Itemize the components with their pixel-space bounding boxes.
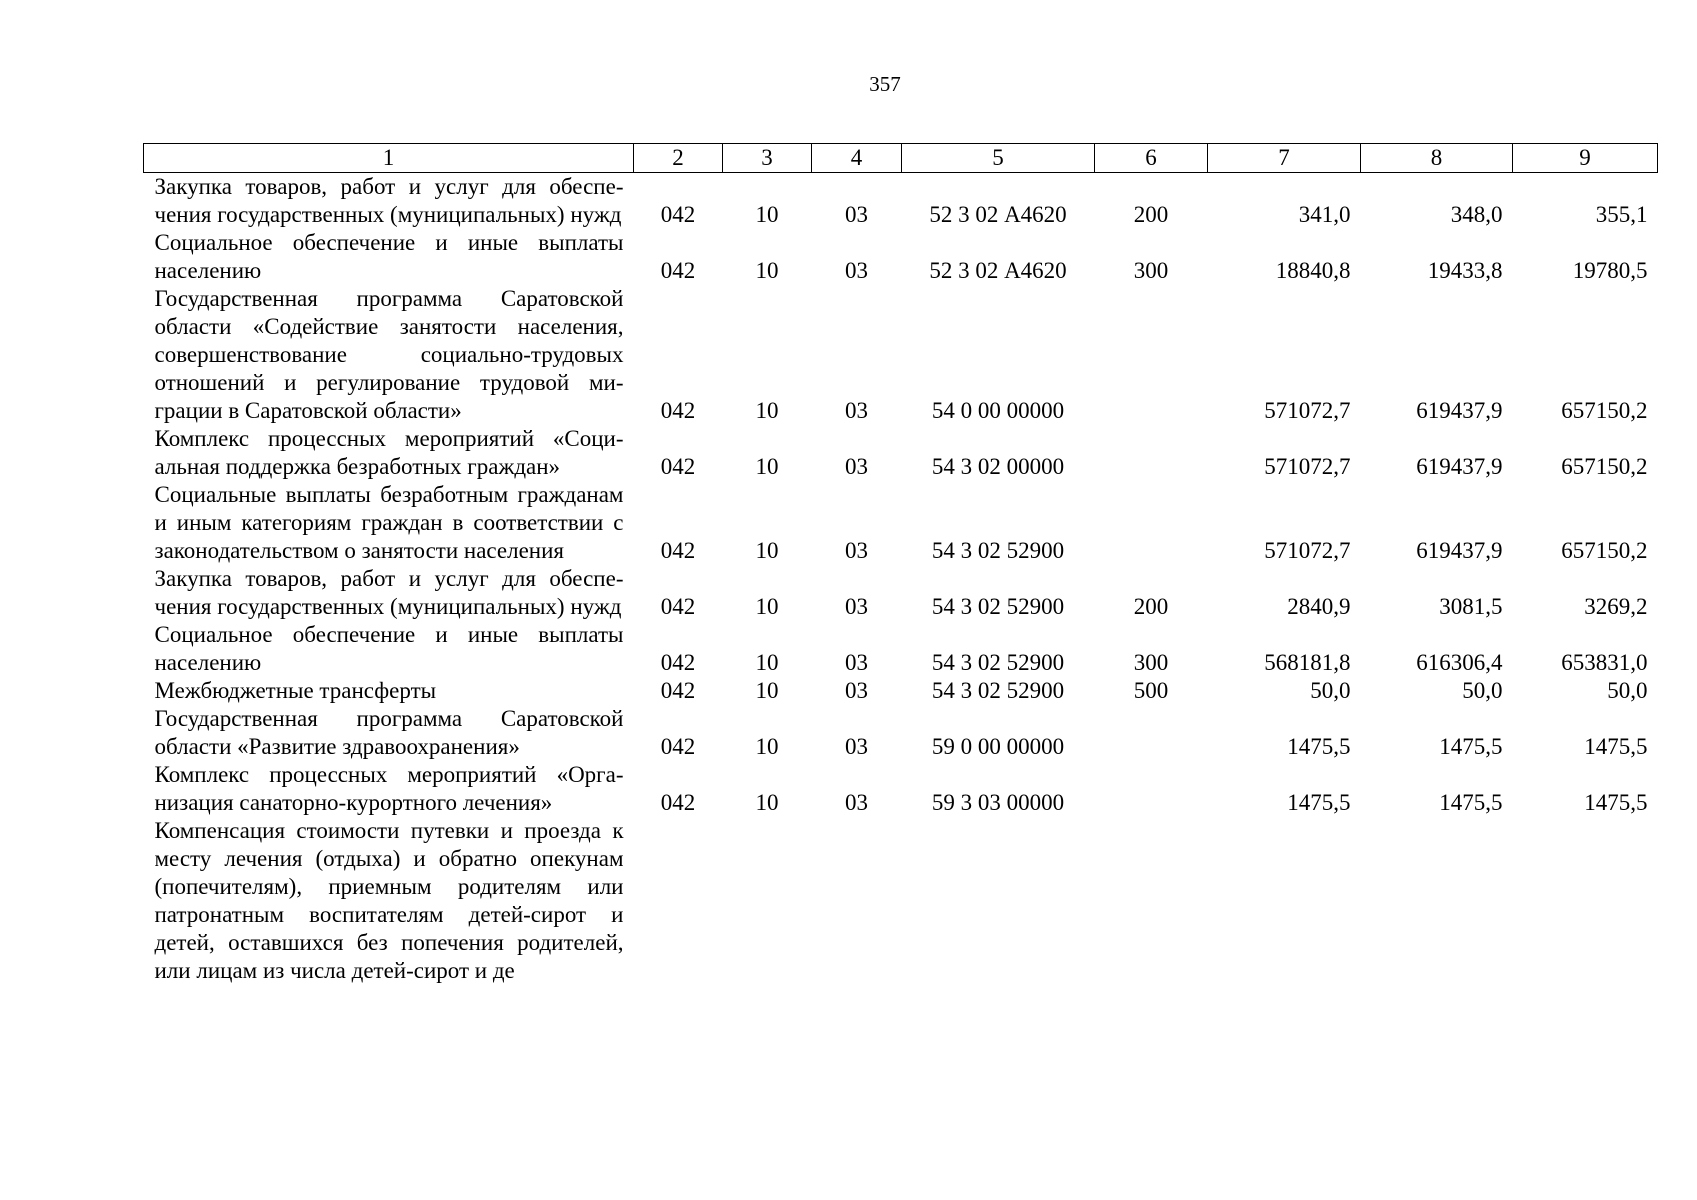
table-row: [144, 481, 1658, 565]
cell-expense-type: [1095, 705, 1208, 761]
cell-amount-year-3: 657150,2: [1561, 398, 1648, 423]
cell-amount-year-3: [1513, 817, 1658, 985]
row-description: Социальное обеспечение и иные выплаты населению: [154, 230, 624, 283]
cell-section-code: 10: [755, 594, 779, 619]
cell-section-code: 10: [755, 258, 779, 283]
cell-amount-year-1: [1208, 817, 1361, 985]
cell-target-article: 52 3 02 А4620: [929, 258, 1067, 283]
row-description: Социальные выплаты безработным гражданам и иным категориям граждан в соответствии с законодательством о занятости населения: [154, 482, 624, 563]
row-description: Государственная программа Саратовской области «Развитие здравоохранения»: [154, 706, 624, 759]
table-row: [144, 817, 1658, 985]
cell-amount-year-1: 341,0: [1298, 202, 1351, 227]
cell-amount-year-2: 619437,9: [1416, 538, 1503, 563]
cell-ministry-code: 042: [660, 454, 696, 479]
cell-expense-type: 500: [1133, 678, 1169, 703]
cell-section-code: 10: [755, 454, 779, 479]
cell-section-code: [723, 817, 812, 985]
row-description: Закупка товаров, работ и услуг для обеспечения государственных (муниципальных) нужд: [154, 174, 624, 227]
page-number: 357: [869, 72, 901, 96]
cell-amount-year-1: 1475,5: [1287, 734, 1351, 759]
cell-amount-year-2: [1361, 817, 1513, 985]
table-body: [144, 173, 1658, 986]
cell-section-code: 10: [755, 734, 779, 759]
cell-amount-year-1: 568181,8: [1264, 650, 1351, 675]
cell-expense-type: [1095, 817, 1208, 985]
row-description: Социальное обеспечение и иные выплаты населению: [154, 622, 624, 675]
table-row: [144, 621, 1658, 677]
cell-amount-year-3: 1475,5: [1584, 790, 1648, 815]
row-description: Государственная программа Саратовской области «Содействие занятости населения, совершенствование социально-трудовых отношений и регулирование трудовой миграции в Саратовской области»: [154, 286, 624, 423]
column-header: 8: [1361, 144, 1513, 173]
cell-amount-year-2: 1475,5: [1439, 790, 1503, 815]
cell-expense-type: 300: [1133, 650, 1169, 675]
cell-amount-year-2: 616306,4: [1416, 650, 1503, 675]
cell-amount-year-3: 1475,5: [1584, 734, 1648, 759]
column-header: 5: [902, 144, 1095, 173]
cell-amount-year-1: 18840,8: [1275, 258, 1351, 283]
cell-expense-type: 200: [1133, 202, 1169, 227]
cell-amount-year-2: 19433,8: [1427, 258, 1503, 283]
cell-amount-year-2: 619437,9: [1416, 398, 1503, 423]
row-description: Межбюджетные трансферты: [154, 678, 437, 703]
table-row: [144, 705, 1658, 761]
cell-expense-type: 200: [1133, 594, 1169, 619]
row-description: Комплекс процессных мероприятий «Социальная поддержка безработных граждан»: [154, 426, 624, 479]
column-header: 2: [634, 144, 723, 173]
cell-target-article: 59 0 00 00000: [931, 734, 1065, 759]
cell-ministry-code: 042: [660, 650, 696, 675]
cell-expense-type: [1095, 285, 1208, 425]
column-header: 3: [723, 144, 812, 173]
cell-ministry-code: 042: [660, 398, 696, 423]
cell-amount-year-1: 571072,7: [1264, 538, 1351, 563]
row-description: Закупка товаров, работ и услуг для обеспечения государственных (муниципальных) нужд: [154, 566, 624, 619]
cell-target-article: 54 3 02 52900: [931, 678, 1065, 703]
cell-amount-year-3: 50,0: [1607, 678, 1648, 703]
cell-section-code: 10: [755, 538, 779, 563]
cell-expense-type: [1095, 425, 1208, 481]
row-description: Комплекс процессных мероприятий «Организация санаторно-курортного лечения»: [154, 762, 624, 815]
cell-subsection-code: 03: [845, 650, 868, 675]
column-header: 7: [1208, 144, 1361, 173]
table-row: [144, 761, 1658, 817]
cell-ministry-code: [634, 817, 723, 985]
cell-target-article: 54 0 00 00000: [931, 398, 1065, 423]
cell-ministry-code: 042: [660, 734, 696, 759]
cell-target-article: 54 3 02 52900: [931, 594, 1065, 619]
cell-amount-year-3: 657150,2: [1561, 538, 1648, 563]
cell-subsection-code: 03: [845, 790, 868, 815]
cell-amount-year-3: 653831,0: [1561, 650, 1648, 675]
cell-section-code: 10: [755, 678, 779, 703]
cell-ministry-code: 042: [660, 594, 696, 619]
table-row: [144, 425, 1658, 481]
cell-target-article: 54 3 02 52900: [931, 538, 1065, 563]
cell-subsection-code: 03: [845, 398, 868, 423]
cell-expense-type: [1095, 761, 1208, 817]
cell-target-article: 59 3 03 00000: [931, 790, 1065, 815]
cell-amount-year-1: 1475,5: [1287, 790, 1351, 815]
table-row: [144, 565, 1658, 621]
cell-amount-year-2: 1475,5: [1439, 734, 1503, 759]
cell-amount-year-2: 619437,9: [1416, 454, 1503, 479]
cell-amount-year-2: 50,0: [1462, 678, 1503, 703]
cell-amount-year-1: 571072,7: [1264, 398, 1351, 423]
cell-amount-year-3: 355,1: [1595, 202, 1648, 227]
cell-ministry-code: 042: [660, 790, 696, 815]
cell-subsection-code: 03: [845, 734, 868, 759]
cell-ministry-code: 042: [660, 538, 696, 563]
cell-section-code: 10: [755, 398, 779, 423]
cell-amount-year-1: 571072,7: [1264, 454, 1351, 479]
table-row: [144, 173, 1658, 230]
table-row: [144, 229, 1658, 285]
column-header: 1: [144, 144, 634, 173]
column-header: 9: [1513, 144, 1658, 173]
cell-subsection-code: 03: [845, 594, 868, 619]
cell-target-article: 54 3 02 52900: [931, 650, 1065, 675]
cell-ministry-code: 042: [660, 678, 696, 703]
cell-section-code: 10: [755, 790, 779, 815]
cell-subsection-code: 03: [845, 538, 868, 563]
cell-subsection-code: 03: [845, 202, 868, 227]
cell-target-article: [902, 817, 1095, 985]
cell-subsection-code: 03: [845, 678, 868, 703]
cell-amount-year-1: 2840,9: [1287, 594, 1351, 619]
cell-amount-year-3: 19780,5: [1572, 258, 1648, 283]
cell-amount-year-3: 657150,2: [1561, 454, 1648, 479]
cell-amount-year-1: 50,0: [1310, 678, 1351, 703]
cell-target-article: 52 3 02 А4620: [929, 202, 1067, 227]
cell-section-code: 10: [755, 650, 779, 675]
column-header: 6: [1095, 144, 1208, 173]
cell-ministry-code: 042: [660, 202, 696, 227]
column-header: 4: [812, 144, 902, 173]
cell-subsection-code: 03: [845, 454, 868, 479]
cell-target-article: 54 3 02 00000: [931, 454, 1065, 479]
table-row: [144, 677, 1658, 705]
cell-amount-year-3: 3269,2: [1584, 594, 1648, 619]
cell-ministry-code: 042: [660, 258, 696, 283]
cell-amount-year-2: 3081,5: [1439, 594, 1503, 619]
cell-expense-type: [1095, 481, 1208, 565]
cell-amount-year-2: 348,0: [1450, 202, 1503, 227]
row-description: Компенсация стоимости путевки и проезда к месту лечения (отдыха) и обратно опекунам (попечителям), приемным родителям или патронатным воспитателям детей-сирот и детей, оставшихся без попечения родителей, или лицам из числа детей-сирот и де: [154, 818, 624, 983]
cell-expense-type: 300: [1133, 258, 1169, 283]
cell-subsection-code: [812, 817, 902, 985]
table-row: [144, 285, 1658, 425]
cell-subsection-code: 03: [845, 258, 868, 283]
table-header-row: [144, 144, 1658, 173]
cell-section-code: 10: [755, 202, 779, 227]
budget-table: [143, 143, 1658, 985]
